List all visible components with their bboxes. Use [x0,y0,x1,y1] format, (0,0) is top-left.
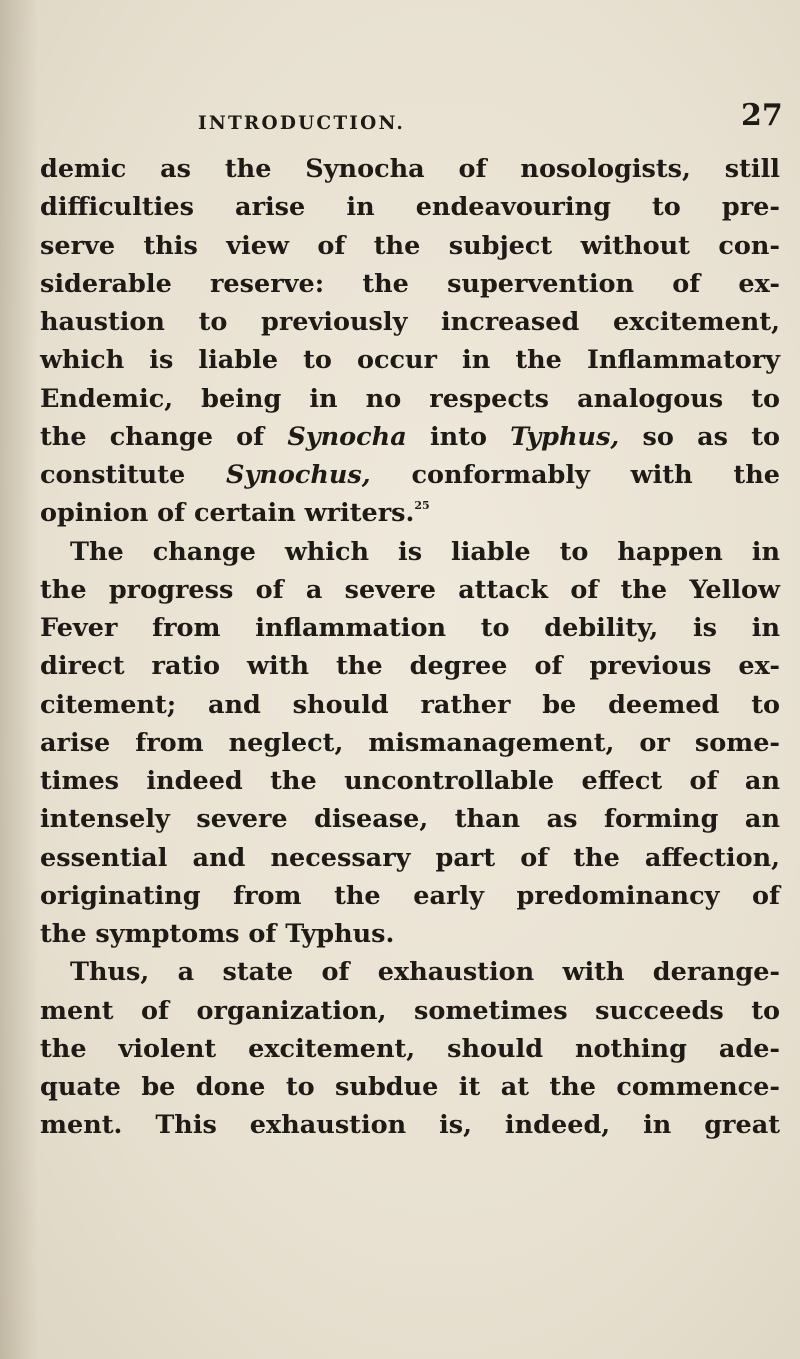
text-line: arise from neglect, mismanagement, or some- [40,727,780,758]
text-line: siderable reserve: the supervention of ex- [40,268,780,299]
paragraph-first-line: Thus, a state of exhaustion with derange- [70,957,780,988]
text-run: the change of [40,421,265,452]
italic-term: Synochus, [226,460,371,490]
text-run: opinion of certain writers. [40,498,415,529]
text-line: serve this view of the subject without con- [40,230,780,261]
text-line: the violent excitement, should nothing ade- [40,1033,780,1064]
paragraph-first-line: The change which is liable to happen in [70,536,780,567]
text-line: originating from the early predominancy of [40,880,780,911]
body-text [40,150,780,1145]
page-number: 27 [741,98,783,133]
footnote-reference: 25 [414,499,430,513]
text-line: Endemic, being in no respects analogous to [40,383,780,414]
text-line: difficulties arise in endeavouring to pre- [40,192,780,223]
text-line: ment. This exhaustion is, indeed, in great [40,1110,780,1141]
text-line: demic as the Synocha of nosologists, still [40,154,780,184]
text-line: which is liable to occur in the Inflammatory [40,345,780,376]
text-run: conformably with the [411,460,780,490]
italic-term: Synocha [287,421,407,452]
text-line: Fever from inflammation to debility, is in [40,613,780,643]
text-run: so as to [642,421,780,452]
text-line: haustion to previously increased excitement, [40,307,780,337]
text-line: citement; and should rather be deemed to [40,689,780,720]
text-line: times indeed the uncontrollable effect of an [40,766,780,796]
gutter-shadow [0,0,38,1359]
text-line: ment of organization, sometimes succeeds to [40,995,780,1026]
running-head: INTRODUCTION. [198,113,406,134]
text-run: into [429,421,487,452]
text-line: essential and necessary part of the affection, [40,842,780,873]
text-line: quate be done to subdue it at the commence- [40,1072,780,1102]
text-line: the progress of a severe attack of the Yellow [40,574,780,605]
text-run: constitute [40,460,186,490]
text-line: the symptoms of Typhus. [40,919,395,949]
text-line [40,494,780,532]
text-line: direct ratio with the degree of previous ex- [40,651,780,682]
text-line [40,418,780,456]
text-line [40,456,780,494]
text-line: intensely severe disease, than as forming an [40,804,780,835]
italic-term: Typhus, [510,421,620,452]
